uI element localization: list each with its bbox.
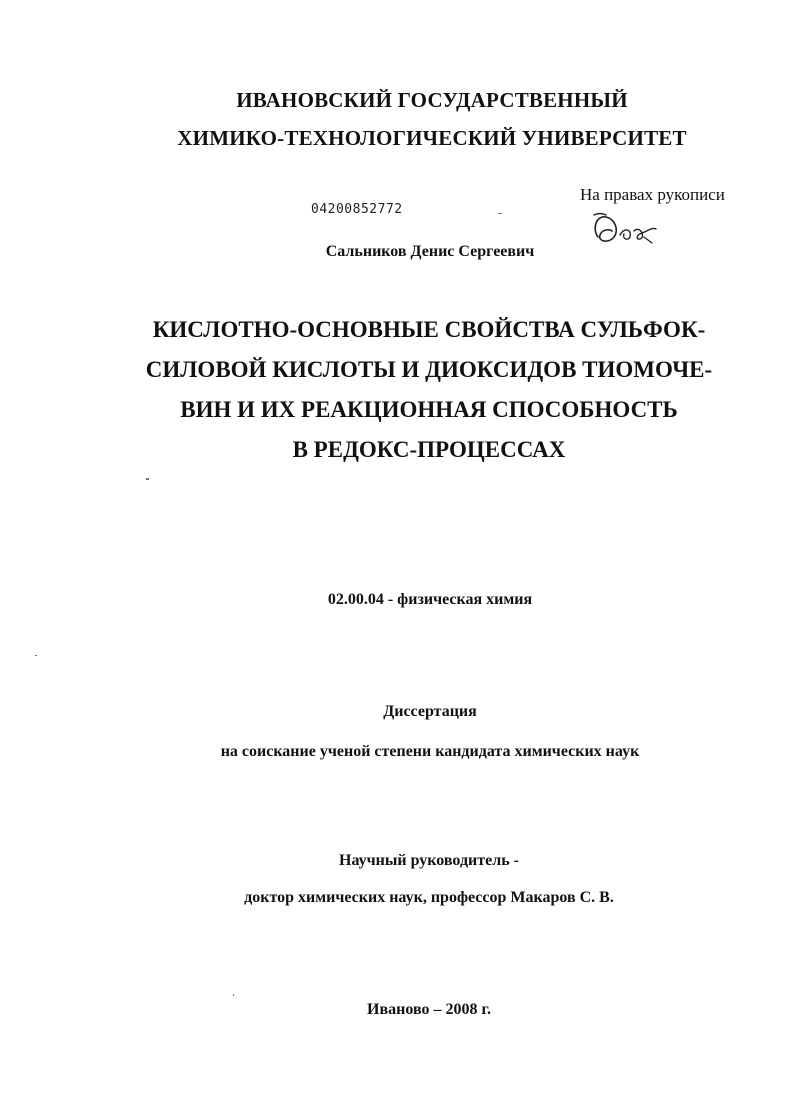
author-name: Сальников Денис Сергеевич	[325, 243, 535, 260]
degree-statement: на соискание ученой степени кандидата химических наук	[220, 743, 640, 760]
title-line: ВИН И ИХ РЕАКЦИОННАЯ СПОСОБНОСТЬ	[180, 397, 678, 422]
place-and-year: Иваново – 2008 г.	[367, 1001, 491, 1018]
title-line: В РЕДОКС-ПРОЦЕССАХ	[292, 437, 566, 462]
supervisor-label: Научный руководитель -	[339, 852, 519, 869]
stamp-number: 04200852772	[311, 202, 403, 217]
specialty-code: 02.00.04 - физическая химия	[327, 591, 533, 608]
university-name-line1: ИВАНОВСКИЙ ГОСУДАРСТВЕННЫЙ	[236, 88, 628, 112]
dissertation-title	[32, 310, 794, 470]
university-name-line2: ХИМИКО-ТЕХНОЛОГИЧЕСКИЙ УНИВЕРСИТЕТ	[177, 126, 687, 150]
title-line: КИСЛОТНО-ОСНОВНЫЕ СВОЙСТВА СУЛЬФОК-	[152, 317, 706, 342]
title-line: СИЛОВОЙ КИСЛОТЫ И ДИОКСИДОВ ТИОМОЧЕ-	[145, 357, 713, 382]
rights-note: На правах рукописи	[580, 185, 725, 204]
scan-speck	[498, 213, 502, 214]
supervisor-name: доктор химических наук, профессор Макаров С. В.	[244, 889, 614, 906]
scan-speck	[233, 994, 234, 996]
document-type: Диссертация	[383, 703, 477, 720]
scan-speck	[35, 655, 37, 656]
scan-speck	[146, 478, 149, 480]
